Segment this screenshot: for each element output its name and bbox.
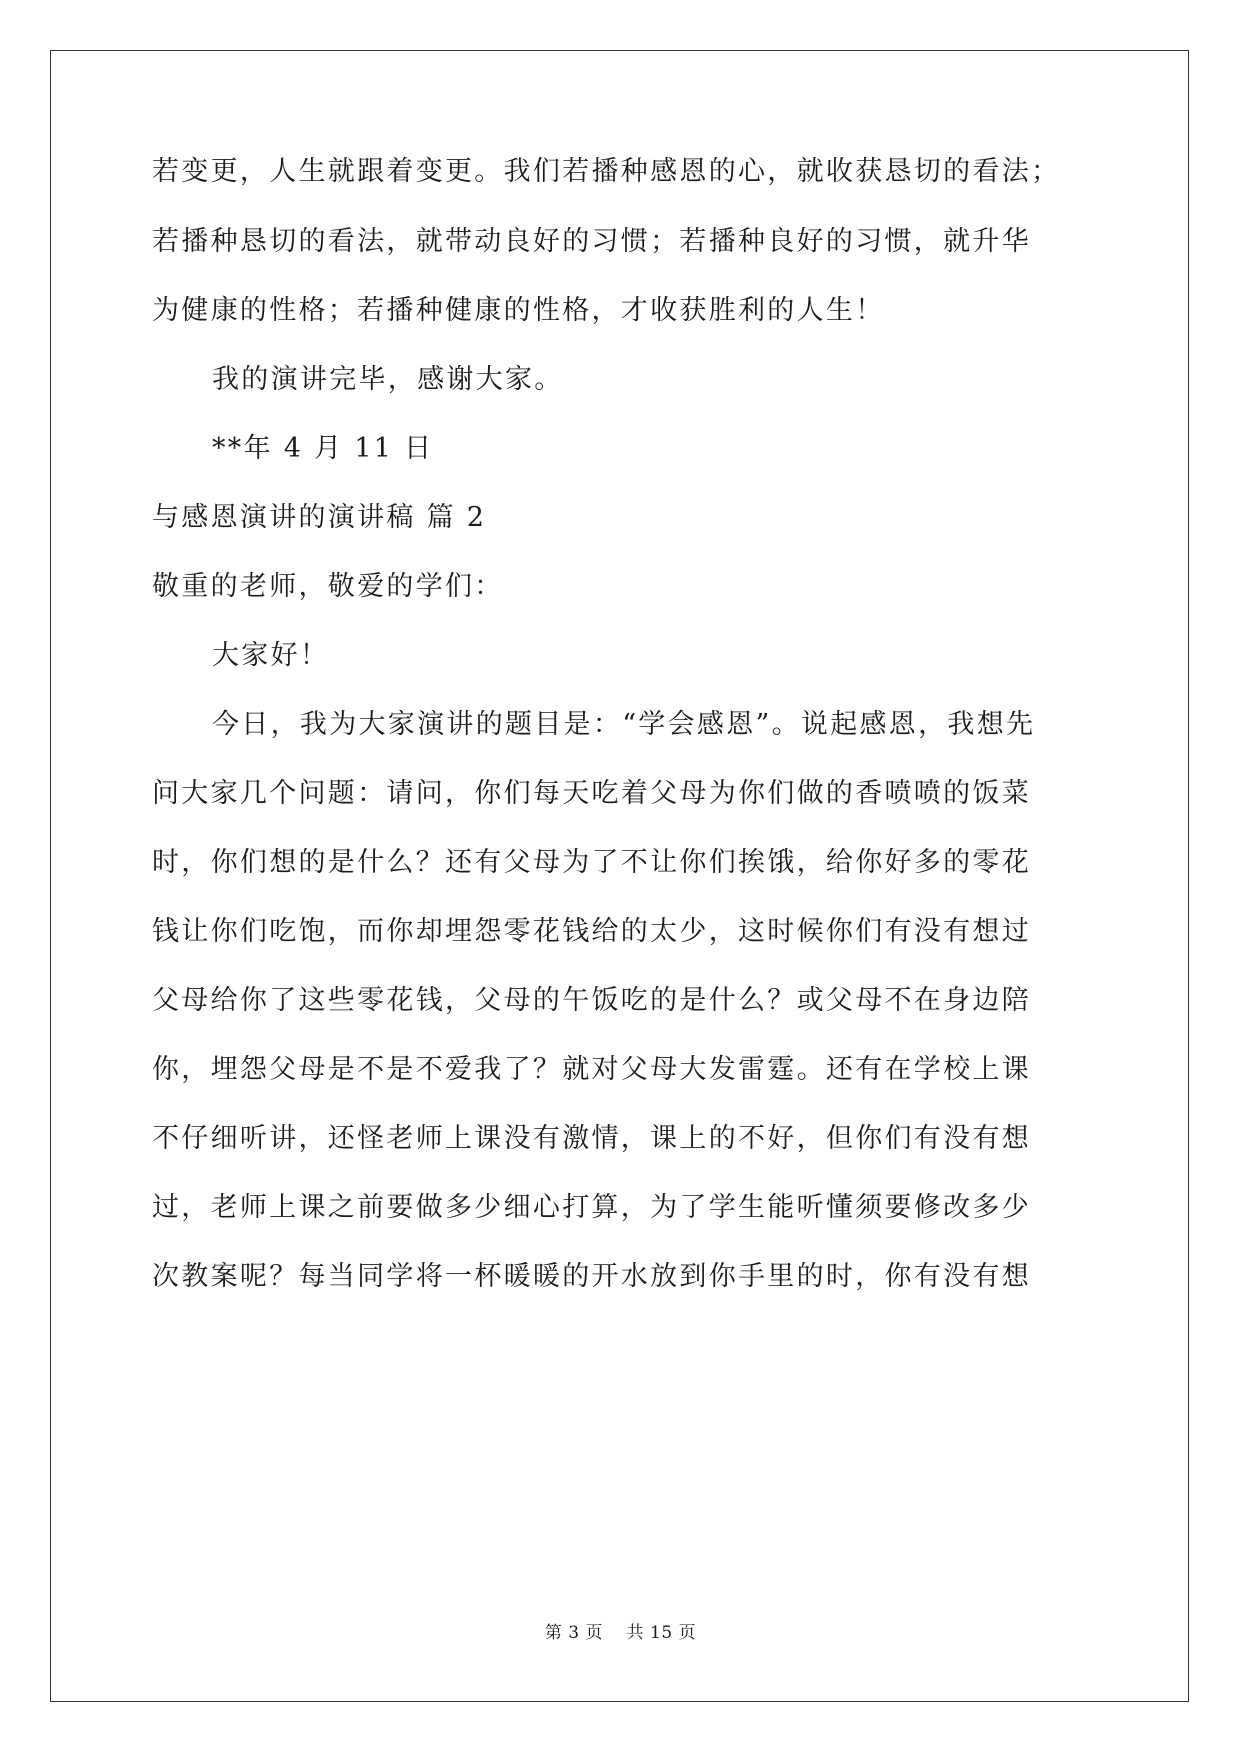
- paragraph-line: 为健康的性格；若播种健康的性格，才收获胜利的人生！: [152, 295, 885, 326]
- paragraph-line: 过，老师上课之前要做多少细心打算，为了学生能听懂须要修改多少: [152, 1192, 1031, 1223]
- paragraph-line: 次教案呢？每当同学将一杯暖暖的开水放到你手里的时，你有没有想: [152, 1261, 1031, 1292]
- date-line: **年 4 月 11 日: [212, 433, 434, 464]
- closing-line: 我的演讲完毕，感谢大家。: [212, 364, 564, 395]
- paragraph-line: 今日，我为大家演讲的题目是：“学会感恩”。说起感恩，我想先: [212, 709, 1036, 740]
- paragraph-line: 父母给你了这些零花钱，父母的午饭吃的是什么？或父母不在身边陪: [152, 985, 1031, 1016]
- page-number-footer: 第 3 页 共 15 页: [544, 1623, 697, 1643]
- salutation: 敬重的老师，敬爱的学们：: [152, 571, 504, 602]
- paragraph-line: 你，埋怨父母是不是不爱我了？就对父母大发雷霆。还有在学校上课: [152, 1054, 1031, 1085]
- section-title: 与感恩演讲的演讲稿 篇 2: [152, 502, 487, 533]
- paragraph-line: 时，你们想的是什么？还有父母为了不让你们挨饿，给你好多的零花: [152, 847, 1031, 878]
- paragraph-line: 若变更，人生就跟着变更。我们若播种感恩的心，就收获恳切的看法；: [152, 156, 1061, 187]
- paragraph-line: 问大家几个问题：请问，你们每天吃着父母为你们做的香喷喷的饭菜: [152, 778, 1031, 809]
- greeting: 大家好！: [212, 640, 330, 671]
- paragraph-line: 钱让你们吃饱，而你却埋怨零花钱给的太少，这时候你们有没有想过: [152, 916, 1031, 947]
- paragraph-line: 若播种恳切的看法，就带动良好的习惯；若播种良好的习惯，就升华: [152, 226, 1031, 257]
- paragraph-line: 不仔细听讲，还怪老师上课没有激情，课上的不好，但你们有没有想: [152, 1123, 1031, 1154]
